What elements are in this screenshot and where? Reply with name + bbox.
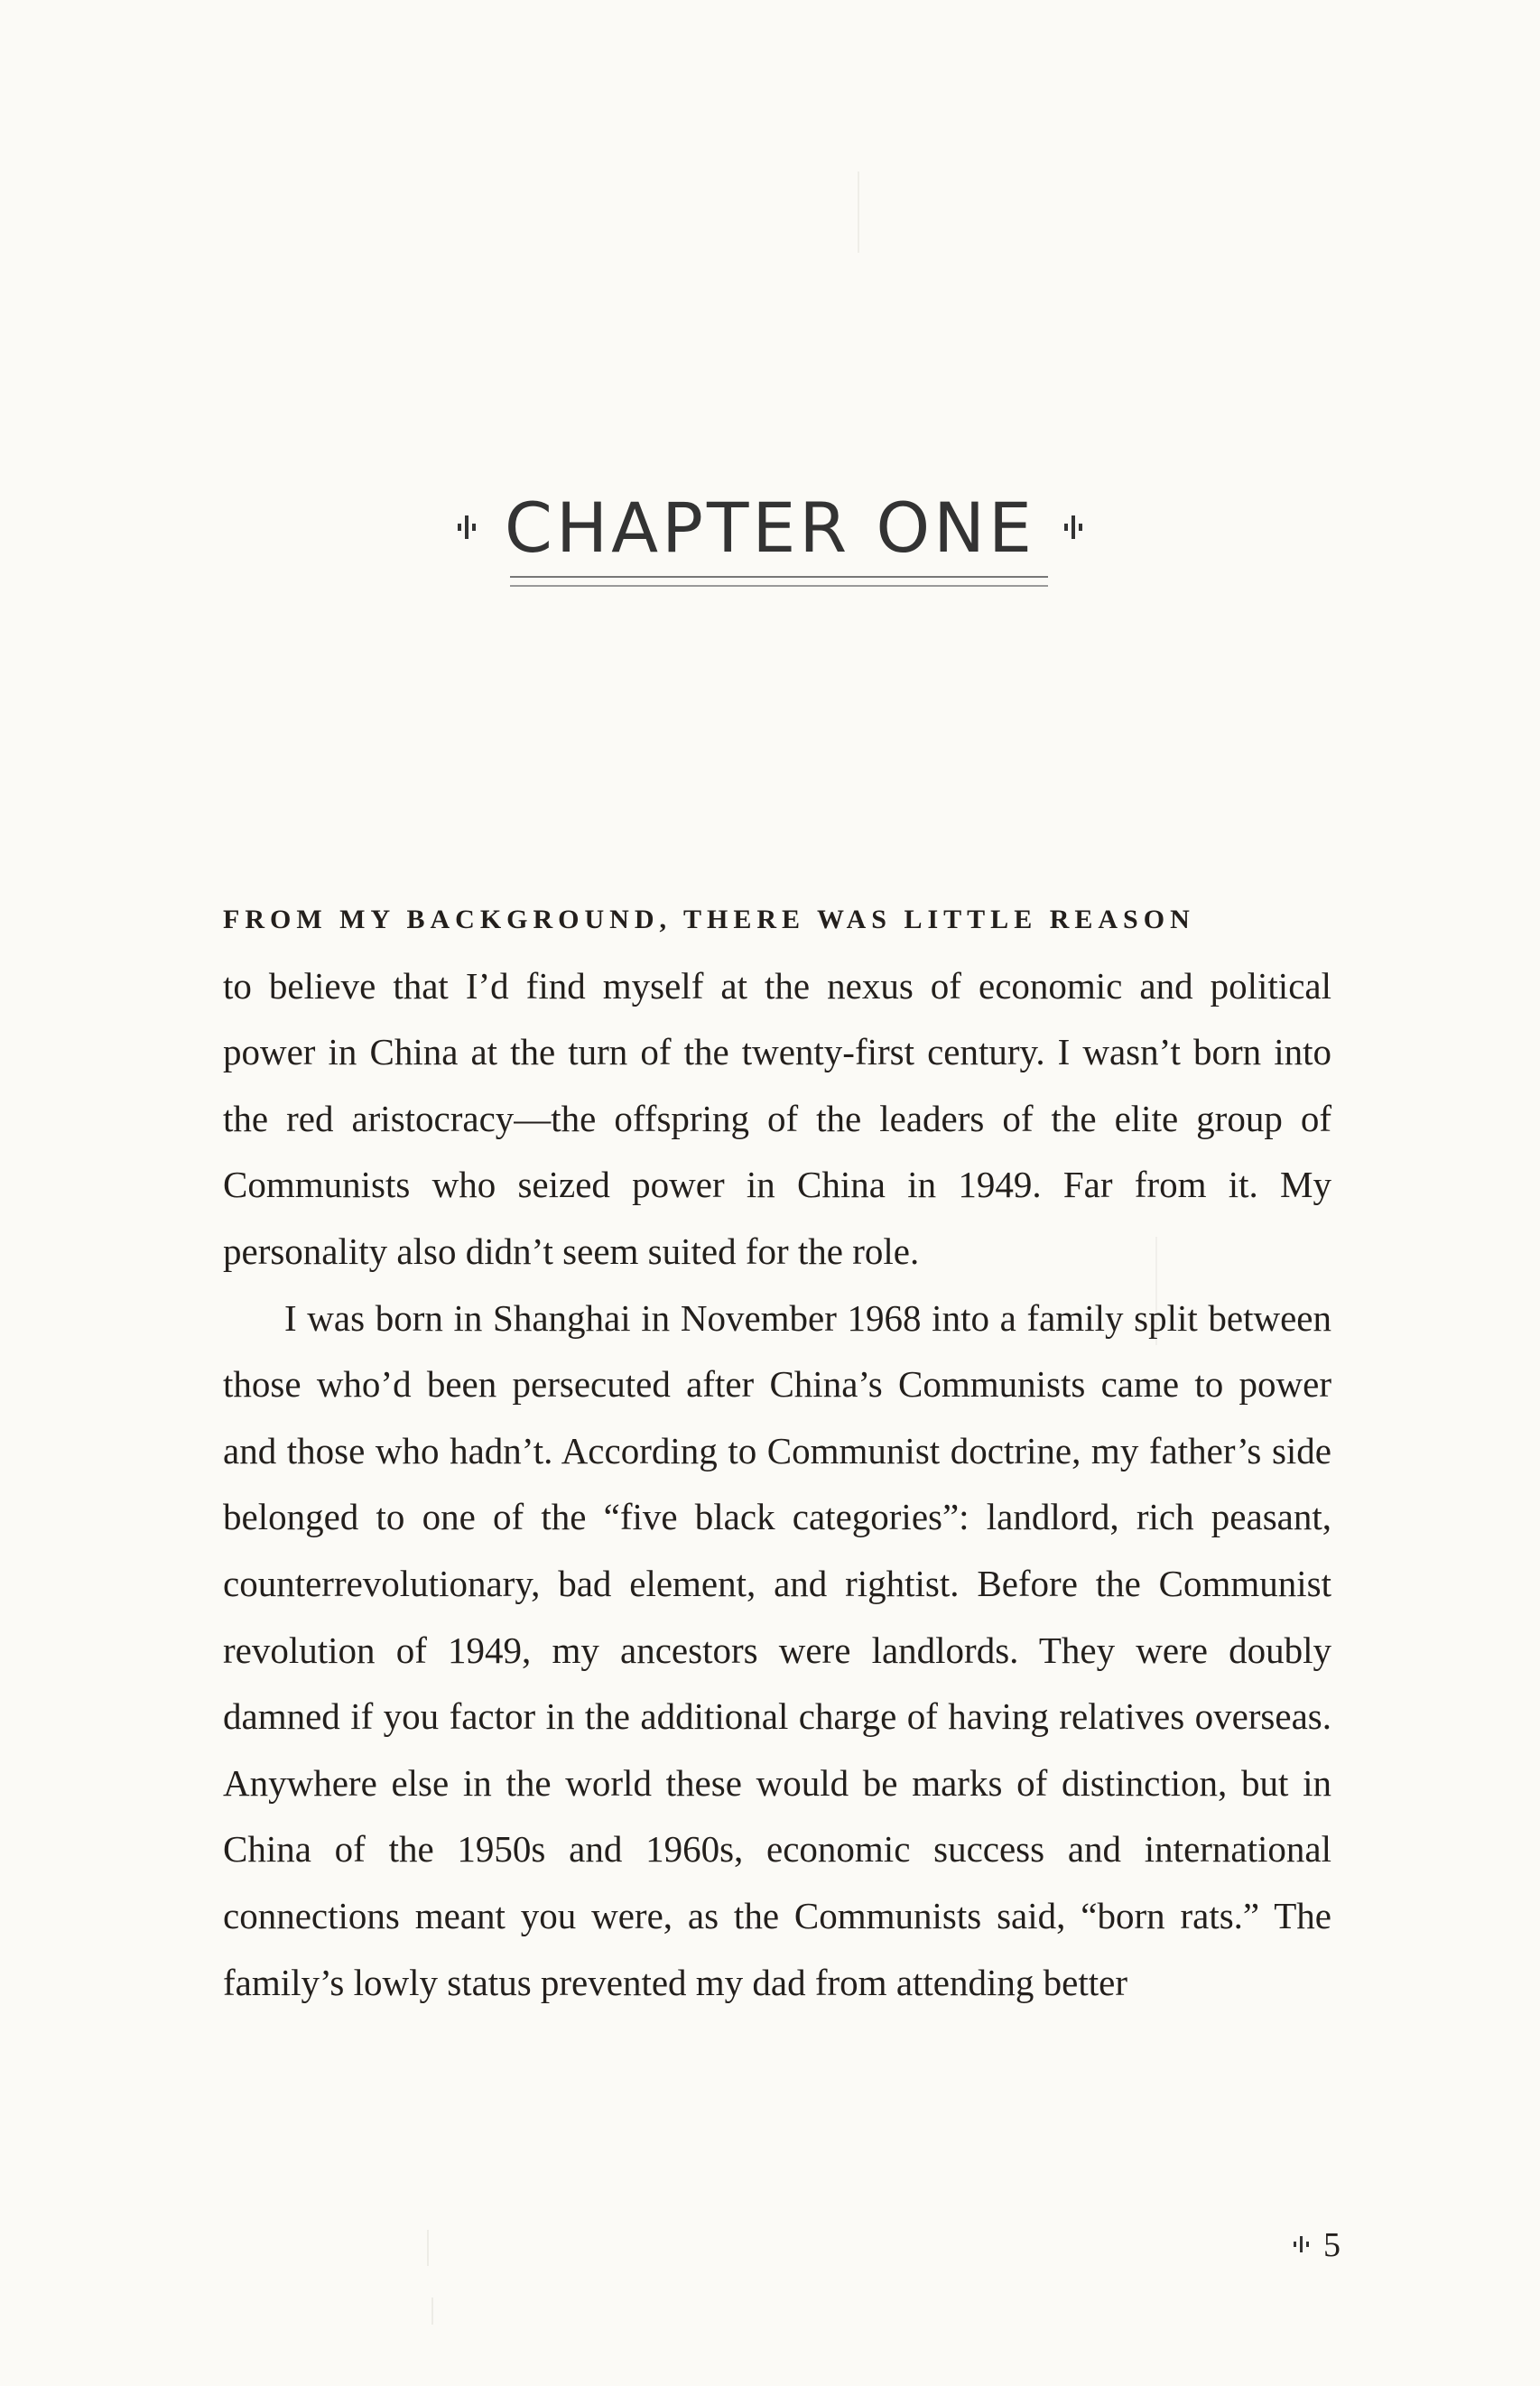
ornament-icon	[1292, 2236, 1311, 2252]
chapter-title: CHAPTER ONE	[504, 487, 1036, 568]
paragraph	[223, 883, 1331, 1286]
ornament-left-icon	[456, 515, 478, 539]
scan-artifact	[431, 2298, 433, 2325]
chapter-heading-rule	[510, 576, 1048, 587]
chapter-heading	[0, 487, 1540, 568]
opening-small-caps: FROM MY BACKGROUND, THERE WAS LITTLE REASON	[223, 905, 1195, 934]
page-number: 5	[1323, 2226, 1341, 2264]
ornament-right-icon	[1062, 515, 1084, 539]
scan-artifact	[858, 172, 859, 253]
scan-artifact	[427, 2230, 429, 2266]
paragraph: I was born in Shanghai in November 1968 into a family split between those who’d been persecuted after China’s Communists came to power and those who hadn’t. According to Communist doctrine, my father’s side belonged to one of the “five black categories”: landlord, rich peasant, counterrevolutionary, bad element, and rightist. Before the Communist revolution of 1949, my ancestors were landlords. They were doubly damned if you factor in the additional charge of having relatives overseas. Anywhere else in the world these would be marks of distinction, but in China of the 1950s and 1960s, economic success and international connections meant you were, as the Communists said, “born rats.” The family’s lowly status prevented my dad from attending better	[223, 1296, 1331, 2003]
body-text	[223, 883, 1331, 2016]
paragraph-text: to believe that I’d find myself at the nexus of economic and political power in China at the turn of the twenty-first century. I wasn’t born into the red aristocracy—the offspring of the leaders of the elite group of Communists who seized power in China in 1949. Far from it. My personality also didn’t seem suited for the role.	[223, 964, 1331, 1272]
page-footer	[1268, 2225, 1341, 2265]
